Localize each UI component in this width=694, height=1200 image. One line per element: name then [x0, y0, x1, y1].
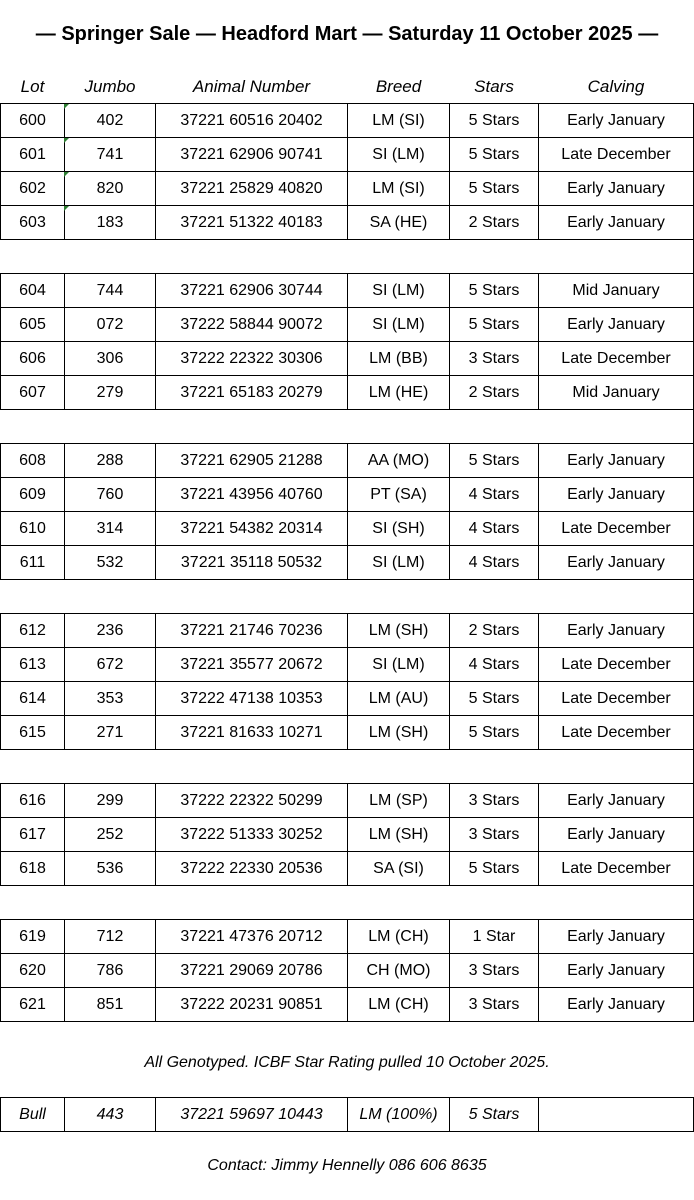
- cell-lot: 607: [1, 376, 65, 410]
- cell-marker-icon: [64, 172, 69, 177]
- page-title: — Springer Sale — Headford Mart — Saturday 11 October 2025 —: [35, 23, 659, 45]
- column-header-animal-number: Animal Number: [192, 76, 311, 96]
- cell-lot: 604: [1, 274, 65, 308]
- spacer-cell: [65, 886, 156, 920]
- spacer-cell: [156, 750, 348, 784]
- cell-breed: SI (LM): [348, 274, 450, 308]
- cell-lot: 602: [1, 172, 65, 206]
- table-row: [1, 682, 694, 716]
- bull-cell-jumbo: 443: [65, 1098, 156, 1132]
- cell-breed: SA (HE): [348, 206, 450, 240]
- cell-jumbo: 402: [65, 104, 156, 138]
- spacer-cell: [450, 580, 539, 614]
- spacer-cell: [539, 750, 694, 784]
- cell-breed: SI (LM): [348, 648, 450, 682]
- cell-animal-number: 37221 62906 90741: [156, 138, 348, 172]
- cell-lot: 621: [1, 988, 65, 1022]
- spacer-cell: [450, 410, 539, 444]
- group-spacer: [1, 886, 694, 920]
- table-row: [1, 988, 694, 1022]
- contact-line: Contact: Jimmy Hennelly 086 606 8635: [207, 1157, 487, 1174]
- table-row: [1, 512, 694, 546]
- cell-animal-number: 37221 81633 10271: [156, 716, 348, 750]
- spacer-cell: [539, 240, 694, 274]
- cell-stars: 1 Star: [450, 920, 539, 954]
- column-header-jumbo: Jumbo: [84, 76, 136, 96]
- cell-marker-icon: [64, 206, 69, 211]
- spacer-cell: [65, 240, 156, 274]
- table-row: [1, 920, 694, 954]
- cell-animal-number: 37222 22330 20536: [156, 852, 348, 886]
- cell-animal-number: 37221 62905 21288: [156, 444, 348, 478]
- cell-lot: 612: [1, 614, 65, 648]
- spacer-cell: [1, 750, 65, 784]
- spacer-cell: [1, 580, 65, 614]
- cell-stars: 3 Stars: [450, 988, 539, 1022]
- cell-breed: LM (CH): [348, 920, 450, 954]
- bull-cell-animal-number: 37221 59697 10443: [156, 1098, 348, 1132]
- spacer-cell: [65, 750, 156, 784]
- cell-stars: 3 Stars: [450, 784, 539, 818]
- spacer-cell: [1, 240, 65, 274]
- cell-lot: 600: [1, 104, 65, 138]
- table-row: [1, 376, 694, 410]
- cell-animal-number: 37221 35118 50532: [156, 546, 348, 580]
- cell-lot: 619: [1, 920, 65, 954]
- cell-lot: 609: [1, 478, 65, 512]
- bull-cell-lot: Bull: [1, 1098, 65, 1132]
- cell-jumbo: 183: [65, 206, 156, 240]
- cell-animal-number: 37221 47376 20712: [156, 920, 348, 954]
- table-row: [1, 308, 694, 342]
- spacer-cell: [348, 750, 450, 784]
- cell-stars: 5 Stars: [450, 172, 539, 206]
- table-row: [1, 954, 694, 988]
- cell-animal-number: 37221 60516 20402: [156, 104, 348, 138]
- cell-animal-number: 37222 22322 50299: [156, 784, 348, 818]
- cell-calving: Early January: [539, 206, 694, 240]
- cell-stars: 5 Stars: [450, 308, 539, 342]
- cell-calving: Early January: [539, 546, 694, 580]
- cell-breed: LM (SI): [348, 172, 450, 206]
- spacer-cell: [539, 410, 694, 444]
- bull-cell-stars: 5 Stars: [450, 1098, 539, 1132]
- bull-table: [0, 1097, 694, 1132]
- spacer-cell: [1, 886, 65, 920]
- cell-stars: 3 Stars: [450, 954, 539, 988]
- cell-animal-number: 37221 65183 20279: [156, 376, 348, 410]
- column-header-calving: Calving: [587, 76, 645, 96]
- cell-calving: Early January: [539, 308, 694, 342]
- cell-jumbo: 353: [65, 682, 156, 716]
- cell-calving: Late December: [539, 716, 694, 750]
- group-spacer: [1, 240, 694, 274]
- cell-breed: LM (HE): [348, 376, 450, 410]
- cell-stars: 5 Stars: [450, 104, 539, 138]
- cell-animal-number: 37222 51333 30252: [156, 818, 348, 852]
- cell-calving: Early January: [539, 478, 694, 512]
- cell-jumbo: 299: [65, 784, 156, 818]
- cell-breed: SA (SI): [348, 852, 450, 886]
- cell-calving: Early January: [539, 988, 694, 1022]
- cell-breed: SI (LM): [348, 308, 450, 342]
- spacer-cell: [156, 580, 348, 614]
- cell-animal-number: 37221 54382 20314: [156, 512, 348, 546]
- cell-calving: Early January: [539, 172, 694, 206]
- group-spacer: [1, 580, 694, 614]
- table-row: [1, 206, 694, 240]
- cell-calving: Mid January: [539, 274, 694, 308]
- cell-jumbo: 271: [65, 716, 156, 750]
- cell-jumbo: 306: [65, 342, 156, 376]
- cell-calving: Late December: [539, 138, 694, 172]
- cell-stars: 4 Stars: [450, 512, 539, 546]
- cell-lot: 611: [1, 546, 65, 580]
- cell-lot: 615: [1, 716, 65, 750]
- cell-calving: Early January: [539, 818, 694, 852]
- cell-calving: Early January: [539, 954, 694, 988]
- lots-body: [1, 104, 694, 1022]
- spacer-cell: [65, 580, 156, 614]
- cell-calving: Early January: [539, 444, 694, 478]
- cell-jumbo: 672: [65, 648, 156, 682]
- spacer-cell: [348, 240, 450, 274]
- table-row: [1, 614, 694, 648]
- cell-lot: 610: [1, 512, 65, 546]
- spacer-cell: [156, 886, 348, 920]
- cell-stars: 2 Stars: [450, 206, 539, 240]
- cell-stars: 5 Stars: [450, 138, 539, 172]
- cell-animal-number: 37221 43956 40760: [156, 478, 348, 512]
- cell-jumbo: 760: [65, 478, 156, 512]
- cell-breed: AA (MO): [348, 444, 450, 478]
- cell-jumbo: 786: [65, 954, 156, 988]
- cell-breed: SI (LM): [348, 546, 450, 580]
- spacer-cell: [450, 886, 539, 920]
- spacer-cell: [450, 750, 539, 784]
- column-header-breed: Breed: [375, 76, 422, 96]
- cell-lot: 616: [1, 784, 65, 818]
- cell-lot: 606: [1, 342, 65, 376]
- column-header-stars: Stars: [474, 76, 514, 96]
- cell-animal-number: 37221 62906 30744: [156, 274, 348, 308]
- cell-marker-icon: [64, 138, 69, 143]
- cell-lot: 614: [1, 682, 65, 716]
- cell-calving: Early January: [539, 104, 694, 138]
- cell-animal-number: 37222 47138 10353: [156, 682, 348, 716]
- cell-jumbo: 236: [65, 614, 156, 648]
- cell-animal-number: 37222 20231 90851: [156, 988, 348, 1022]
- cell-jumbo: 712: [65, 920, 156, 954]
- table-row: [1, 818, 694, 852]
- cell-breed: LM (SP): [348, 784, 450, 818]
- cell-lot: 601: [1, 138, 65, 172]
- cell-calving: Early January: [539, 784, 694, 818]
- table-row: [1, 648, 694, 682]
- cell-lot: 620: [1, 954, 65, 988]
- cell-jumbo: 820: [65, 172, 156, 206]
- spacer-cell: [348, 410, 450, 444]
- cell-breed: LM (AU): [348, 682, 450, 716]
- cell-jumbo: 072: [65, 308, 156, 342]
- cell-calving: Late December: [539, 512, 694, 546]
- spacer-cell: [348, 886, 450, 920]
- cell-jumbo: 279: [65, 376, 156, 410]
- cell-breed: LM (SH): [348, 818, 450, 852]
- table-row: [1, 546, 694, 580]
- cell-stars: 2 Stars: [450, 376, 539, 410]
- cell-breed: LM (SH): [348, 614, 450, 648]
- cell-animal-number: 37221 35577 20672: [156, 648, 348, 682]
- spacer-cell: [156, 410, 348, 444]
- table-row: [1, 172, 694, 206]
- header-row: [1, 70, 694, 104]
- table-row: [1, 104, 694, 138]
- cell-lot: 605: [1, 308, 65, 342]
- spacer-cell: [65, 410, 156, 444]
- table-row: [1, 138, 694, 172]
- bull-row: [1, 1098, 694, 1132]
- cell-breed: LM (BB): [348, 342, 450, 376]
- cell-jumbo: 532: [65, 546, 156, 580]
- cell-stars: 5 Stars: [450, 716, 539, 750]
- cell-lot: 617: [1, 818, 65, 852]
- column-header-lot: Lot: [20, 76, 45, 96]
- table-row: [1, 716, 694, 750]
- cell-lot: 603: [1, 206, 65, 240]
- cell-animal-number: 37221 25829 40820: [156, 172, 348, 206]
- cell-breed: SI (LM): [348, 138, 450, 172]
- cell-jumbo: 252: [65, 818, 156, 852]
- lots-table: [0, 70, 694, 1022]
- cell-calving: Late December: [539, 852, 694, 886]
- cell-stars: 3 Stars: [450, 818, 539, 852]
- cell-animal-number: 37221 51322 40183: [156, 206, 348, 240]
- cell-stars: 5 Stars: [450, 444, 539, 478]
- cell-calving: Late December: [539, 342, 694, 376]
- cell-lot: 618: [1, 852, 65, 886]
- cell-breed: LM (SH): [348, 716, 450, 750]
- cell-breed: CH (MO): [348, 954, 450, 988]
- cell-animal-number: 37221 21746 70236: [156, 614, 348, 648]
- spacer-cell: [539, 886, 694, 920]
- cell-jumbo: 744: [65, 274, 156, 308]
- cell-stars: 5 Stars: [450, 852, 539, 886]
- spacer-cell: [539, 580, 694, 614]
- cell-calving: Mid January: [539, 376, 694, 410]
- cell-lot: 608: [1, 444, 65, 478]
- genotype-note: All Genotyped. ICBF Star Rating pulled 10 October 2025.: [144, 1054, 550, 1071]
- cell-breed: SI (SH): [348, 512, 450, 546]
- cell-jumbo: 851: [65, 988, 156, 1022]
- cell-animal-number: 37222 22322 30306: [156, 342, 348, 376]
- cell-calving: Early January: [539, 614, 694, 648]
- cell-jumbo: 288: [65, 444, 156, 478]
- cell-jumbo: 314: [65, 512, 156, 546]
- cell-breed: PT (SA): [348, 478, 450, 512]
- cell-jumbo: 536: [65, 852, 156, 886]
- cell-stars: 5 Stars: [450, 682, 539, 716]
- cell-stars: 5 Stars: [450, 274, 539, 308]
- cell-breed: LM (SI): [348, 104, 450, 138]
- cell-animal-number: 37221 29069 20786: [156, 954, 348, 988]
- table-row: [1, 342, 694, 376]
- cell-calving: Late December: [539, 648, 694, 682]
- cell-calving: Early January: [539, 920, 694, 954]
- spacer-cell: [450, 240, 539, 274]
- table-row: [1, 784, 694, 818]
- table-row: [1, 852, 694, 886]
- bull-cell-breed: LM (100%): [348, 1098, 450, 1132]
- cell-animal-number: 37222 58844 90072: [156, 308, 348, 342]
- cell-breed: LM (CH): [348, 988, 450, 1022]
- bull-cell-calving: [539, 1098, 694, 1132]
- cell-stars: 4 Stars: [450, 478, 539, 512]
- group-spacer: [1, 750, 694, 784]
- table-row: [1, 274, 694, 308]
- cell-stars: 4 Stars: [450, 546, 539, 580]
- cell-stars: 4 Stars: [450, 648, 539, 682]
- cell-lot: 613: [1, 648, 65, 682]
- cell-marker-icon: [64, 104, 69, 109]
- cell-calving: Late December: [539, 682, 694, 716]
- table-row: [1, 444, 694, 478]
- group-spacer: [1, 410, 694, 444]
- cell-jumbo: 741: [65, 138, 156, 172]
- spacer-cell: [348, 580, 450, 614]
- cell-stars: 2 Stars: [450, 614, 539, 648]
- table-row: [1, 478, 694, 512]
- spacer-cell: [1, 410, 65, 444]
- cell-stars: 3 Stars: [450, 342, 539, 376]
- spacer-cell: [156, 240, 348, 274]
